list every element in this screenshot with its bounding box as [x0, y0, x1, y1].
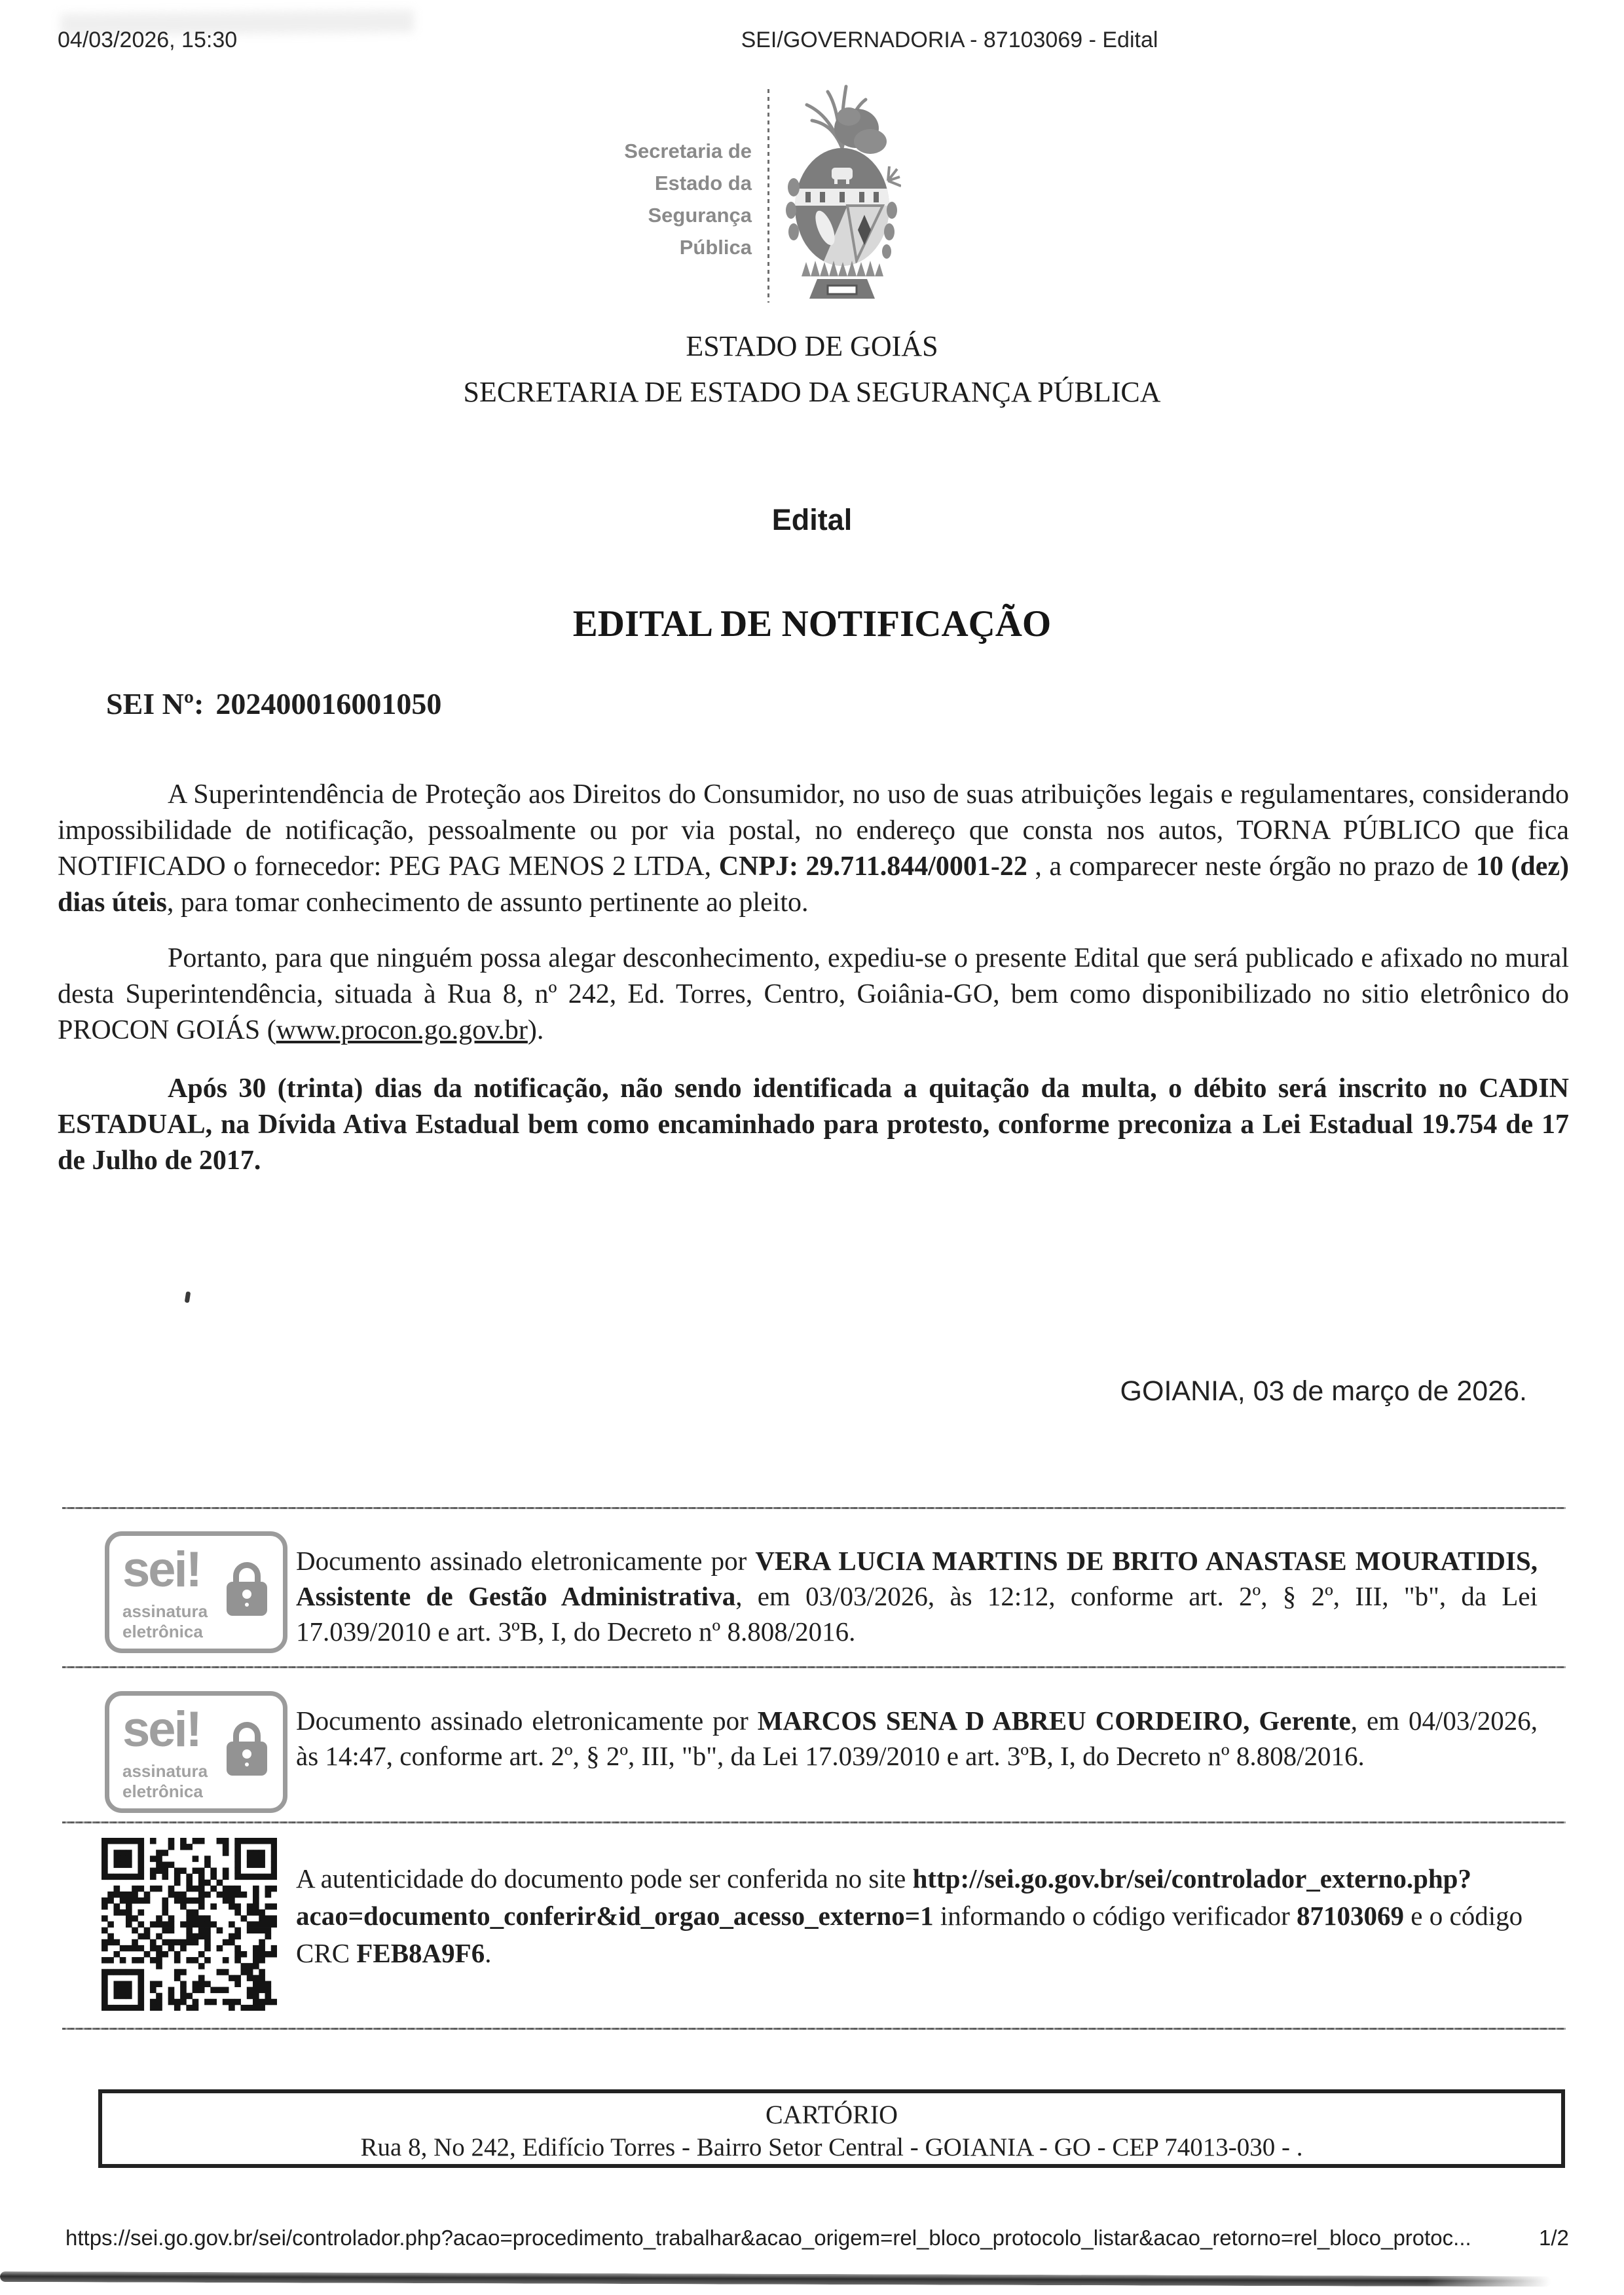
- verification-url: http://sei.go.gov.br/sei/controlador_externo.php?: [912, 1863, 1471, 1894]
- signature-text: Documento assinado eletronicamente por: [296, 1546, 756, 1576]
- padlock-icon: [227, 1742, 267, 1776]
- verification-text: [296, 1860, 1547, 1972]
- signature-text-2: [296, 1703, 1538, 1774]
- sei-number: 202400016001050: [215, 687, 442, 720]
- signature-divider: [62, 2028, 1566, 2030]
- paragraph-text: A Superintendência de Proteção aos Direitos do Consumidor, no uso de suas atribuições legais e regulamentares, considerando impossibilidade de notificação, pessoalmente ou por via postal, no endereço que consta nos autos, TORNA PÚBLICO que fica NOTIFICADO o fornecedor: PEG PAG MENOS 2 LTDA,: [58, 779, 1569, 882]
- paragraph-notification: [58, 777, 1569, 921]
- org-name-line: Pública: [679, 236, 752, 259]
- verification-text-mid: e o código CRC: [296, 1901, 1523, 1968]
- org-name-line: Secretaria de: [624, 140, 752, 162]
- org-name-block: [583, 135, 752, 263]
- sei-stamp-subtitle-line: eletrônica: [122, 1622, 203, 1641]
- letterhead-state: ESTADO DE GOIÁS: [686, 330, 938, 362]
- org-name-line: Estado da: [654, 172, 752, 195]
- paragraph-warning: Após 30 (trinta) dias da notificação, não sendo identificada a quitação da multa, o débito será inscrito no CADIN ESTADUAL, na Dívida Ativa Estadual bem como encaminhado para protesto, conforme preconiza a Lei Estadual 19.754 de 17 de Julho de 2017.: [58, 1073, 1569, 1176]
- document-body: [58, 777, 1569, 1179]
- stray-ink-mark: [185, 1292, 191, 1303]
- paragraph-text: Portanto, para que ninguém possa alegar desconhecimento, expediu-se o presente Edital que será publicado e afixado no mural desta Superintendência, situada à Rua 8, nº 242, Ed. Torres, Centro, Goiânia-GO, bem como disponibilizado no sitio eletrônico do PROCON GOIÁS (: [58, 943, 1569, 1045]
- sei-stamp-subtitle-line: assinatura: [122, 1601, 208, 1621]
- padlock-icon: [227, 1582, 267, 1616]
- footer-page-number: 1/2: [1539, 2226, 1569, 2250]
- signature-divider: [62, 1666, 1566, 1668]
- document-title: EDITAL DE NOTIFICAÇÃO: [572, 603, 1052, 644]
- qr-code: [101, 1838, 277, 2011]
- signature-text-1: [296, 1543, 1538, 1649]
- sei-number-line: [106, 686, 441, 721]
- paragraph-text: , a comparecer neste órgão no prazo de: [1035, 851, 1476, 882]
- sei-label: SEI Nº:: [106, 687, 204, 720]
- header-document-reference: SEI/GOVERNADORIA - 87103069 - Edital: [741, 28, 1158, 52]
- dateline: GOIANIA, 03 de março de 2026.: [1120, 1375, 1527, 1407]
- sei-logo-text: sei!: [122, 1542, 200, 1597]
- logo-divider: [767, 89, 769, 303]
- verification-text-end: .: [485, 1938, 492, 1968]
- document-kind-label: Edital: [771, 503, 853, 536]
- crc-code: FEB8A9F6: [356, 1938, 485, 1968]
- signature-text: Documento assinado eletronicamente por: [296, 1706, 758, 1736]
- verification-intro: A autenticidade do documento pode ser conferida no site: [296, 1863, 913, 1894]
- cartorio-box: [98, 2089, 1565, 2168]
- sei-logo-text: sei!: [122, 1702, 200, 1757]
- paragraph-text: , para tomar conhecimento de assunto pertinente ao pleito.: [166, 887, 809, 918]
- footer-url: https://sei.go.gov.br/sei/controlador.php?acao=procedimento_trabalhar&acao_origem=rel_bloco_protocolo_listar&acao_retorno=rel_bloco_protoc...: [65, 2226, 1471, 2250]
- bottom-scan-bar: [0, 2271, 1551, 2286]
- cartorio-address: Rua 8, No 242, Edifício Torres - Bairro Setor Central - GOIANIA - GO - CEP 74013-030 - .: [360, 2133, 1303, 2161]
- signature-text: , em 03/03/2026, às 12:12, conforme art. 2º, § 2º, III, "b", da Lei 17.039/2010 e art. 3ºB, I, do Decreto nº 8.808/2016.: [296, 1581, 1538, 1647]
- cartorio-title: CARTÓRIO: [765, 2100, 898, 2129]
- signature-divider: [62, 1507, 1566, 1509]
- org-name-line: Segurança: [648, 204, 752, 227]
- signer-name: MARCOS SENA D ABREU CORDEIRO, Gerente: [757, 1706, 1351, 1736]
- signer-name: VERA LUCIA MARTINS DE BRITO ANASTASE MOURATIDIS, Assistente de Gestão Administrativa: [296, 1546, 1538, 1611]
- signature-text: , em 04/03/2026, às 14:47, conforme art. 2º, § 2º, III, "b", da Lei 17.039/2010 e art. 3ºB, I, do Decreto nº 8.808/2016.: [296, 1706, 1538, 1771]
- letterhead-secretariat: SECRETARIA DE ESTADO DA SEGURANÇA PÚBLICA: [463, 376, 1161, 408]
- sei-stamp: [105, 1691, 287, 1813]
- sei-stamp: [105, 1531, 287, 1653]
- sei-stamp-subtitle-line: assinatura: [122, 1761, 208, 1781]
- sei-stamp-subtitle-line: eletrônica: [122, 1782, 203, 1801]
- verification-text-mid: informando o código verificador: [933, 1901, 1297, 1931]
- paragraph-publication: [58, 941, 1569, 1049]
- goias-coat-of-arms-icon: [783, 83, 901, 301]
- cnpj-value: CNPJ: 29.711.844/0001-22: [718, 851, 1035, 882]
- signature-divider: [62, 1821, 1566, 1823]
- verifier-code: 87103069: [1297, 1901, 1405, 1931]
- paragraph-text: ).: [527, 1015, 544, 1045]
- verification-url: acao=documento_conferir&id_orgao_acesso_externo=1: [296, 1901, 934, 1931]
- deadline-value: 10 (dez) dias úteis: [58, 851, 1569, 918]
- procon-url-link: www.procon.go.gov.br: [276, 1015, 528, 1045]
- header-datetime: 04/03/2026, 15:30: [58, 28, 238, 52]
- sei-stamp-subtitle: [122, 1761, 208, 1802]
- sei-stamp-subtitle: [122, 1601, 208, 1642]
